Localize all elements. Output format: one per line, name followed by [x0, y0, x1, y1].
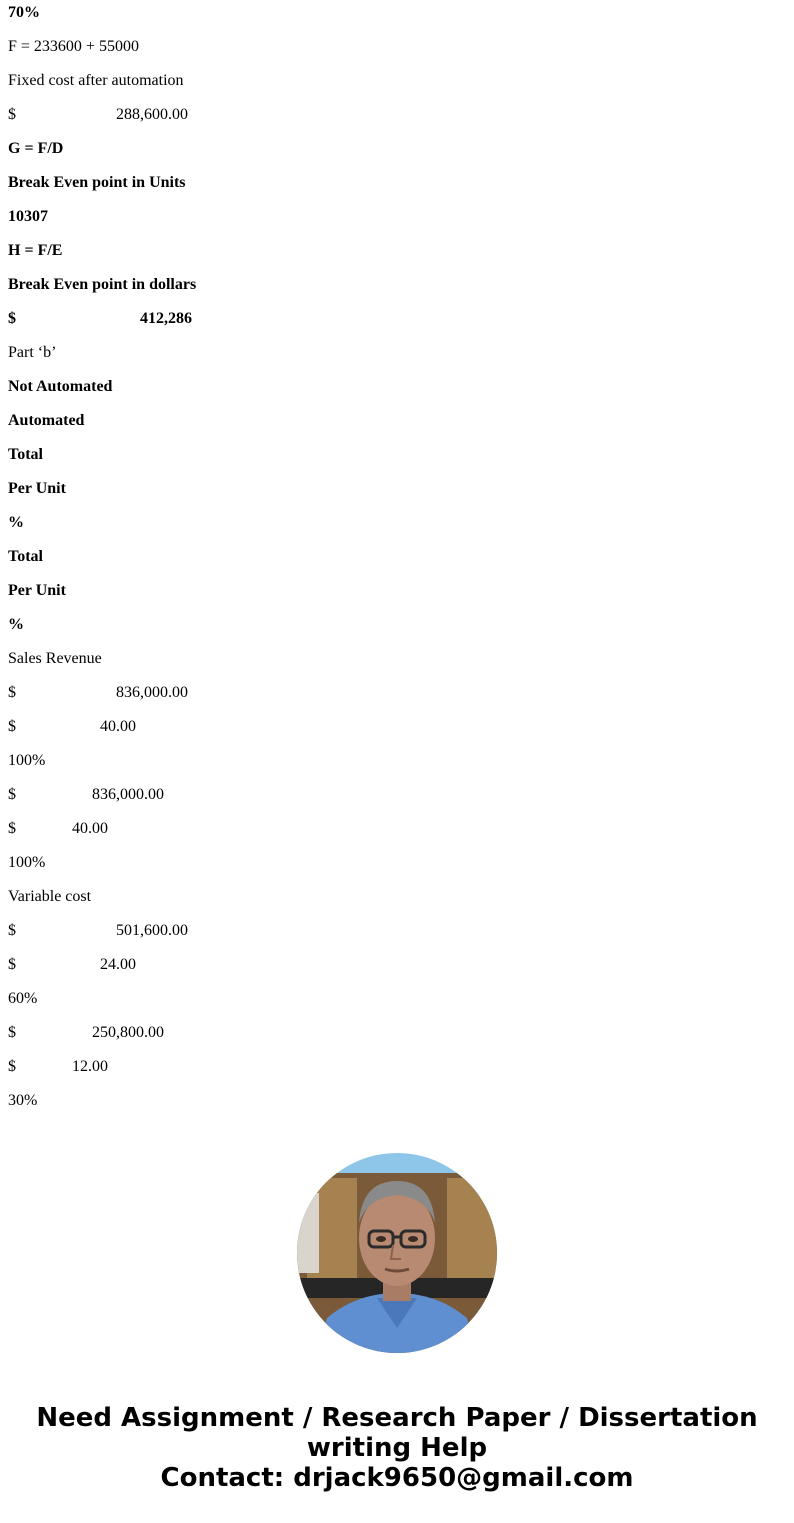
document-line	[8, 408, 788, 442]
document-line	[8, 714, 788, 748]
document-line	[8, 986, 788, 1020]
line-text: Total	[8, 446, 43, 463]
line-text: Sales Revenue	[8, 650, 102, 667]
document-line	[8, 102, 788, 136]
document-line	[8, 476, 788, 510]
document-line	[8, 238, 788, 272]
document-line	[8, 170, 788, 204]
amount-value: 250,800.00	[92, 1024, 164, 1041]
document-line	[8, 646, 788, 680]
currency-symbol: $	[8, 1058, 16, 1075]
amount-value: 836,000.00	[116, 684, 188, 701]
line-text: %	[8, 616, 24, 633]
amount-value: 501,600.00	[116, 922, 188, 939]
line-text: 70%	[8, 4, 40, 21]
line-text: %	[8, 514, 24, 531]
cta-line-1: Need Assignment / Research Paper / Dissertation	[36, 1403, 758, 1433]
cta-line-3: Contact: drjack9650@gmail.com	[160, 1463, 634, 1493]
line-text: Fixed cost after automation	[8, 72, 184, 89]
document-body	[8, 0, 788, 1122]
line-text: 60%	[8, 990, 38, 1007]
line-text: Variable cost	[8, 888, 92, 905]
line-text: 100%	[8, 752, 46, 769]
line-text: G = F/D	[8, 140, 64, 157]
line-text: 100%	[8, 854, 46, 871]
document-line	[8, 850, 788, 884]
document-line	[8, 68, 788, 102]
document-line	[8, 918, 788, 952]
amount-value: 24.00	[100, 956, 136, 973]
document-line	[8, 612, 788, 646]
document-line	[8, 816, 788, 850]
line-text: Part ‘b’	[8, 344, 57, 361]
document-line	[8, 748, 788, 782]
currency-symbol: $	[8, 106, 16, 123]
amount-value: 288,600.00	[116, 106, 188, 123]
document-line	[8, 136, 788, 170]
document-line	[8, 34, 788, 68]
currency-symbol: $	[8, 310, 16, 327]
document-line	[8, 204, 788, 238]
currency-symbol: $	[8, 786, 16, 803]
currency-symbol: $	[8, 718, 16, 735]
currency-symbol: $	[8, 820, 16, 837]
amount-value: 40.00	[72, 820, 108, 837]
line-text: Automated	[8, 412, 85, 429]
contact-banner	[0, 1403, 794, 1493]
line-text: H = F/E	[8, 242, 63, 259]
document-line	[8, 442, 788, 476]
currency-symbol: $	[8, 1024, 16, 1041]
document-line	[8, 578, 788, 612]
line-text: Not Automated	[8, 378, 113, 395]
document-line	[8, 680, 788, 714]
line-text: F = 233600 + 55000	[8, 38, 139, 55]
document-line	[8, 884, 788, 918]
line-text: Total	[8, 548, 43, 565]
amount-value: 836,000.00	[92, 786, 164, 803]
amount-value: 12.00	[72, 1058, 108, 1075]
cta-line-2: writing Help	[306, 1433, 488, 1463]
currency-symbol: $	[8, 956, 16, 973]
line-text: Break Even point in Units	[8, 174, 186, 191]
currency-symbol: $	[8, 922, 16, 939]
amount-value: 412,286	[140, 310, 192, 327]
line-text: 30%	[8, 1092, 38, 1109]
document-line	[8, 272, 788, 306]
document-line	[8, 782, 788, 816]
document-line	[8, 952, 788, 986]
line-text: Per Unit	[8, 582, 66, 599]
document-line	[8, 1088, 788, 1122]
line-text: Per Unit	[8, 480, 66, 497]
document-line	[8, 0, 788, 34]
author-photo	[297, 1153, 497, 1353]
document-line	[8, 544, 788, 578]
document-line	[8, 340, 788, 374]
person-portrait-icon	[297, 1153, 497, 1353]
currency-symbol: $	[8, 684, 16, 701]
amount-value: 40.00	[100, 718, 136, 735]
document-line	[8, 1054, 788, 1088]
line-text: 10307	[8, 208, 48, 225]
document-line	[8, 1020, 788, 1054]
document-line	[8, 510, 788, 544]
line-text: Break Even point in dollars	[8, 276, 197, 293]
document-line	[8, 306, 788, 340]
document-line	[8, 374, 788, 408]
